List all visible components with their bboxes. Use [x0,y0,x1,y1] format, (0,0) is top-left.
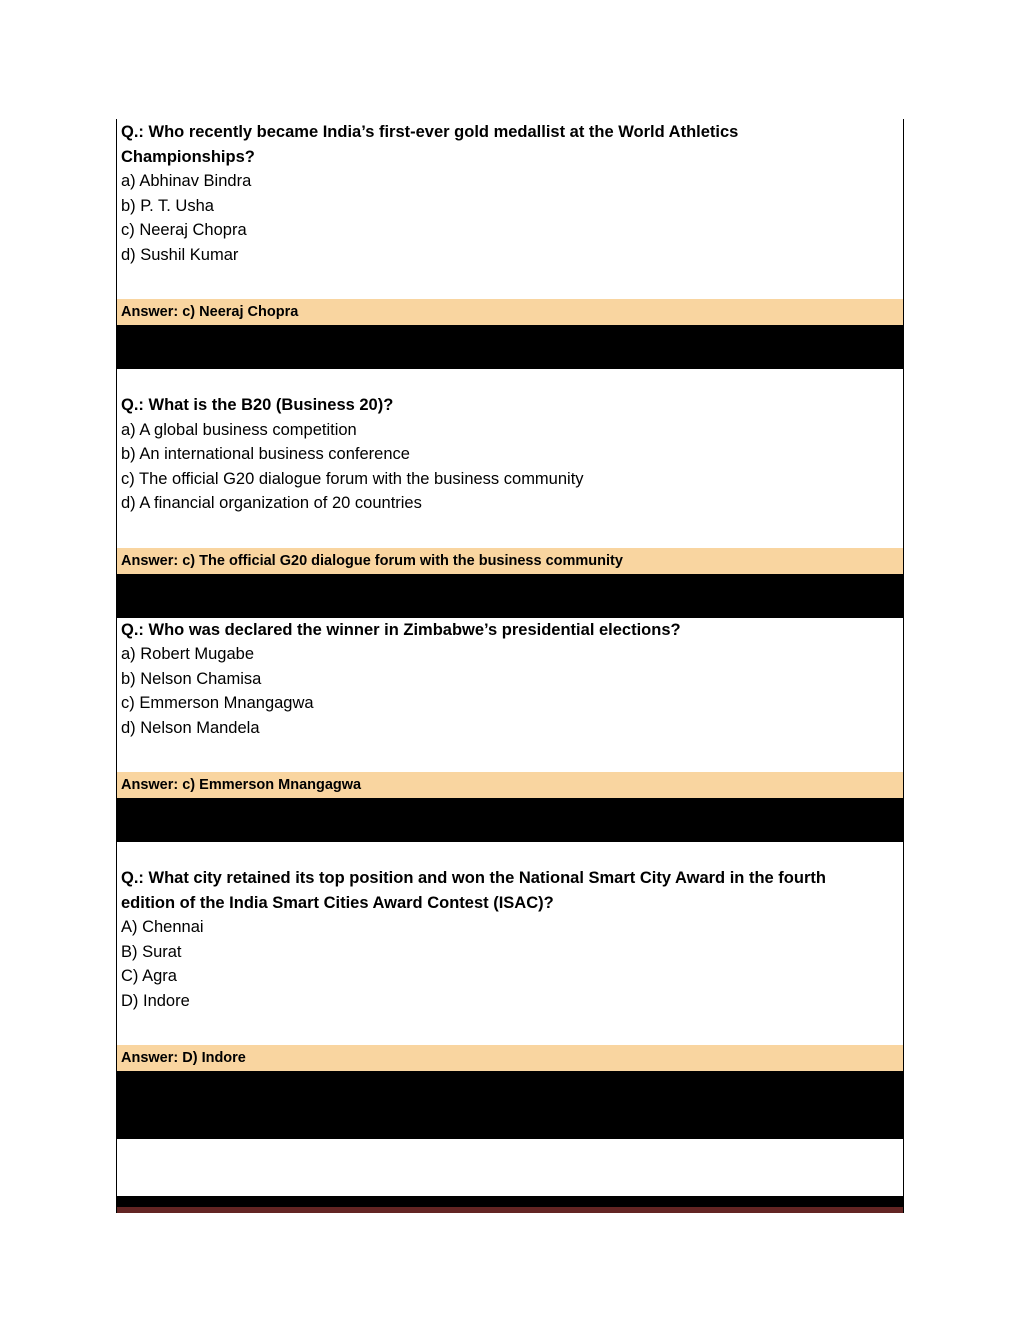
question-block-4 [117,842,903,1045]
footer-black-bar [117,1196,903,1207]
option-a: A) Chennai [121,918,204,936]
answer-row: Answer: c) Neeraj Chopra [117,299,903,325]
separator-bar [117,325,903,369]
option-d: d) Nelson Mandela [121,718,260,737]
option-c: C) Agra [121,967,177,985]
question-block-1 [117,119,903,299]
question-text: Q.: What city retained its top position and won the National Smart City Award in the fourth [121,869,826,887]
option-a: a) Abhinav Bindra [121,172,252,190]
answer-row: Answer: c) The official G20 dialogue forum with the business community [117,548,903,574]
option-a: a) Robert Mugabe [121,645,254,663]
empty-row [117,1139,903,1196]
question-text: Q.: Who recently became India’s first-ever gold medallist at the World Athletics [121,123,739,141]
option-d: d) Sushil Kumar [121,245,239,264]
question-text: Q.: Who was declared the winner in Zimbabwe’s presidential elections? [121,620,681,639]
question-text: Q.: What is the B20 (Business 20)? [121,396,394,414]
answer-row: Answer: D) Indore [117,1045,903,1071]
option-c: c) Neeraj Chopra [121,221,247,239]
question-text-cont: edition of the India Smart Cities Award Contest (ISAC)? [121,893,554,912]
question-text-cont: Championships? [121,147,255,166]
option-d: D) Indore [121,991,190,1010]
separator-bar [117,798,903,842]
footer-red-bar [117,1207,903,1213]
quiz-sheet [116,119,904,1213]
option-b: b) An international business conference [121,445,410,463]
answer-row: Answer: c) Emmerson Mnangagwa [117,772,903,798]
option-a: a) A global business competition [121,420,357,439]
question-block-3 [117,618,903,773]
option-b: b) Nelson Chamisa [121,669,262,688]
option-c: c) The official G20 dialogue forum with the business community [121,469,584,488]
question-block-2 [117,369,903,548]
option-d: d) A financial organization of 20 countries [121,494,422,512]
separator-bar [117,1071,903,1139]
option-b: b) P. T. Usha [121,196,214,215]
option-b: B) Surat [121,942,182,961]
separator-bar [117,574,903,618]
option-c: c) Emmerson Mnangagwa [121,694,314,712]
